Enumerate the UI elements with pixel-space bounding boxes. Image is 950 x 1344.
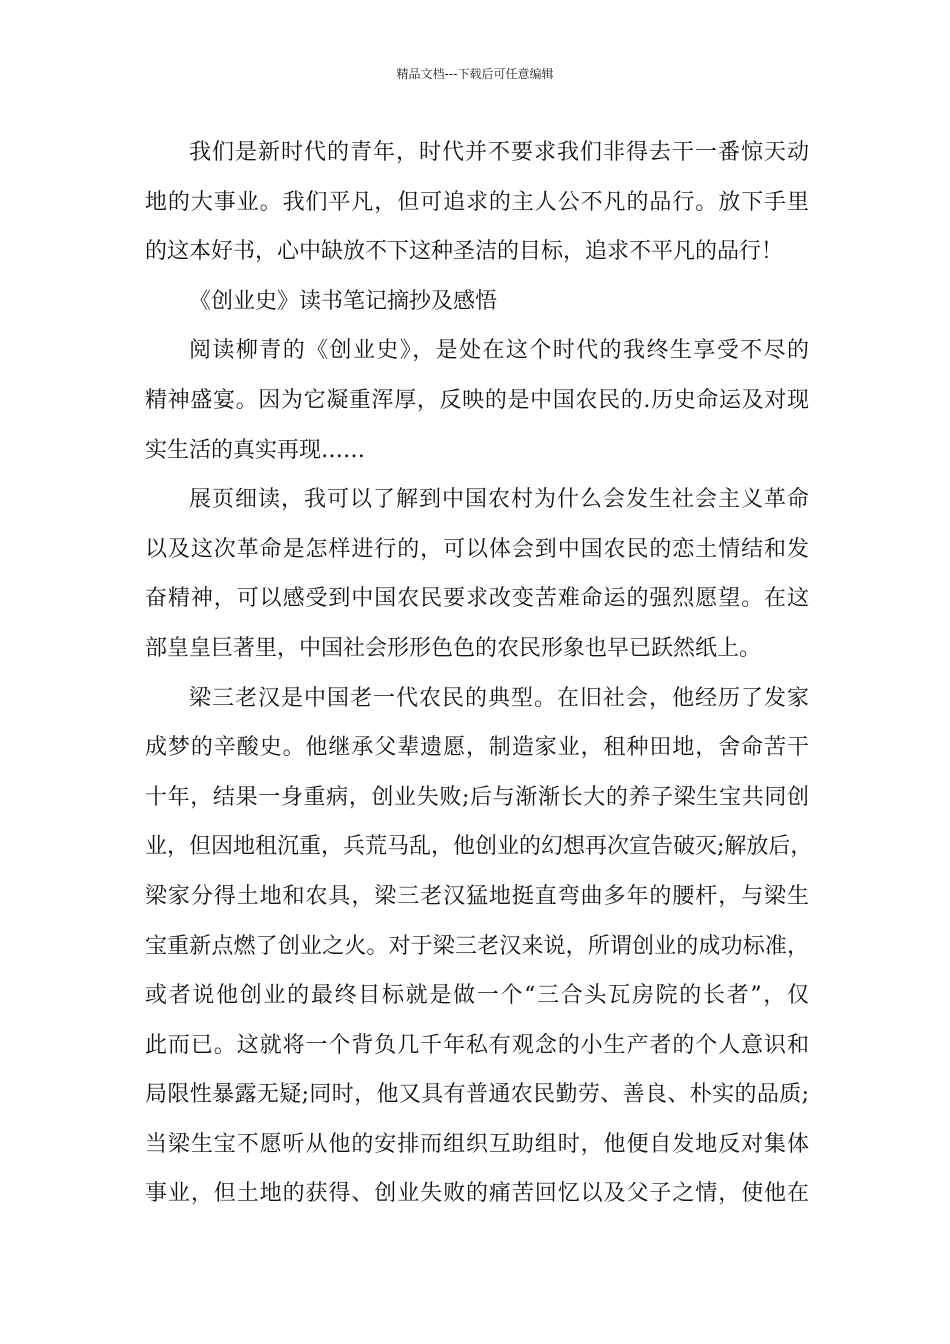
section-title: 《创业史》读书笔记摘抄及感悟 xyxy=(189,288,498,314)
text-line: 或者说他创业的最终目标就是做一个“三合头瓦房院的长者”，仅 xyxy=(145,983,809,1009)
text-line: 成梦的辛酸史。他继承父辈遗愿，制造家业，租种田地，舍命苦干 xyxy=(145,735,809,761)
text-line: 梁家分得土地和农具，梁三老汉猛地挺直弯曲多年的腰杆，与梁生 xyxy=(145,883,809,909)
text-line: 此而已。这就将一个背负几千年私有观念的小生产者的个人意识和 xyxy=(145,1032,809,1058)
text-line: 十年，结果一身重病，创业失败;后与渐渐长大的养子梁生宝共同创 xyxy=(145,784,809,810)
body-text xyxy=(145,128,813,1219)
text-line: 精神盛宴。因为它凝重浑厚，反映的是中国农民的.历史命运及对现 xyxy=(145,387,809,413)
text-line: 宝重新点燃了创业之火。对于梁三老汉来说，所谓创业的成功标准， xyxy=(145,933,809,959)
text-line: 事业，但土地的获得、创业失败的痛苦回忆以及父子之情，使他在 xyxy=(145,1181,809,1207)
text-line: 我们是新时代的青年，时代并不要求我们非得去干一番惊天动 xyxy=(189,140,809,165)
text-line: 奋精神，可以感受到中国农民要求改变苦难命运的强烈愿望。在这 xyxy=(145,586,809,612)
text-line: 业，但因地租沉重，兵荒马乱，他创业的幻想再次宣告破灭;解放后， xyxy=(145,834,813,860)
text-line: 阅读柳青的《创业史》，是处在这个时代的我终生享受不尽的 xyxy=(189,338,809,364)
text-line: 展页细读，我可以了解到中国农村为什么会发生社会主义革命 xyxy=(189,487,809,513)
text-line: 的这本好书，心中缺放不下这种圣洁的目标，追求不平凡的品行！ xyxy=(145,239,784,265)
text-line: 梁三老汉是中国老一代农民的典型。在旧社会，他经历了发家 xyxy=(189,685,809,711)
text-line: 以及这次革命是怎样进行的，可以体会到中国农民的恋土情结和发 xyxy=(145,536,809,562)
text-line: 实生活的真实再现…… xyxy=(145,437,366,463)
page-header: 精品文档---下载后可任意编辑 xyxy=(396,67,554,81)
text-line: 当梁生宝不愿听从他的安排而组织互助组时，他便自发地反对集体 xyxy=(145,1131,809,1157)
text-line: 局限性暴露无疑;同时，他又具有普通农民勤劳、善良、朴实的品质; xyxy=(145,1082,809,1108)
text-line: 部皇皇巨著里，中国社会形形色色的农民形象也早已跃然纸上。 xyxy=(145,635,762,661)
text-line: 地的大事业。我们平凡，但可追求的主人公不凡的品行。放下手里 xyxy=(145,189,809,215)
